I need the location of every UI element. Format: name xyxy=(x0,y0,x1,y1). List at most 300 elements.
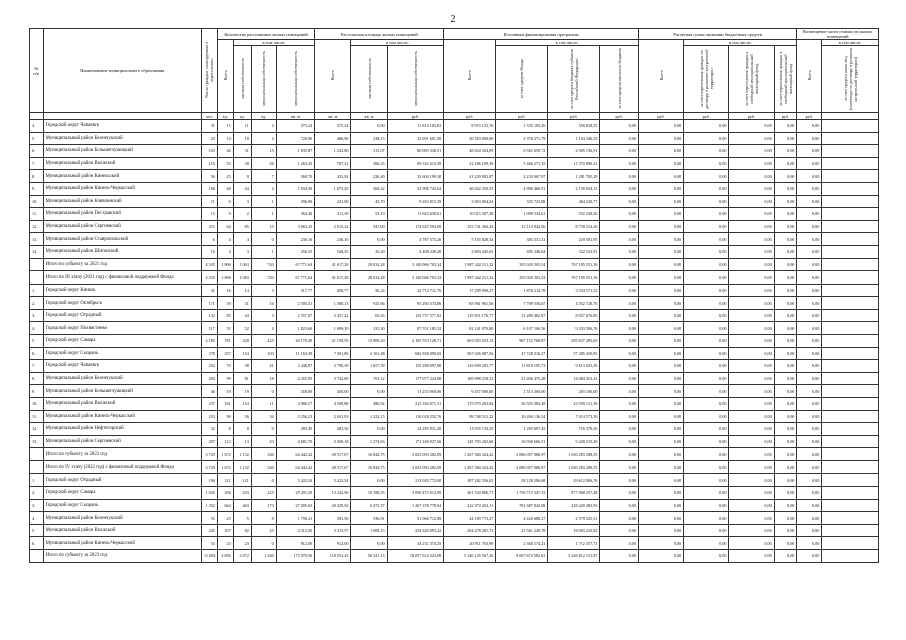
table-row xyxy=(30,448,879,461)
row-value: 3 023 093 282,09 xyxy=(387,460,444,474)
row-value: 0,00 xyxy=(600,297,638,310)
row-value: 16 038 606,51 xyxy=(496,435,548,448)
row-value: 0,00 xyxy=(774,410,797,423)
row-name: Муниципальный район Клявлинский xyxy=(43,195,201,208)
row-value: 3 050 472 012,00 xyxy=(387,487,444,500)
row-value: 2 086 057 086,97 xyxy=(496,448,548,461)
row-value: 0,00 xyxy=(600,474,638,487)
row-value: 213 184 071,31 xyxy=(387,397,444,410)
header-calc-group: Расчетная сумма экономии бюджетных средств xyxy=(638,29,796,40)
row-value: 458,77 xyxy=(315,284,351,297)
row-value: 0,00 xyxy=(684,120,729,133)
row-value: 6 473,57 xyxy=(351,499,387,512)
unit-cell: кв. м xyxy=(276,113,315,120)
units-row xyxy=(30,113,879,120)
row-value: 540 xyxy=(251,460,276,474)
row-value: 0,00 xyxy=(638,258,683,271)
row-value: 2 378 271,79 xyxy=(496,132,548,145)
row-value: 0,00 xyxy=(774,372,797,385)
row-value: 0,00 xyxy=(600,322,638,335)
row-value: 0,00 xyxy=(684,233,729,246)
row-value: 55 xyxy=(217,322,233,335)
unit-cell: ед. xyxy=(233,113,251,120)
row-value: 0,00 xyxy=(638,271,683,285)
row-value: 171 xyxy=(202,297,218,310)
row-value: 682 858 090,65 xyxy=(387,347,444,360)
row-value: 0,00 xyxy=(638,170,683,183)
row-value: 0,00 xyxy=(351,385,387,398)
row-number: 4. xyxy=(30,512,44,525)
row-value: 3 729 xyxy=(202,448,218,461)
row-value: 0,00 xyxy=(600,195,638,208)
row-value: 369,22 xyxy=(351,182,387,195)
row-number: 7. xyxy=(30,157,44,170)
row-value: 0,00 xyxy=(797,335,822,348)
row-value: 0,00 xyxy=(729,474,774,487)
row-value: 1 352 xyxy=(202,499,218,512)
row-value: 0 xyxy=(251,474,276,487)
row-value: 0,00 xyxy=(729,182,774,195)
row-value: 45,70 xyxy=(351,195,387,208)
row-value: 0,00 xyxy=(729,233,774,246)
row-value: 4 830 xyxy=(217,550,233,563)
row-number: 7. xyxy=(30,360,44,373)
row-value: 2 557,07 xyxy=(276,309,315,322)
row-value: 15 xyxy=(202,208,218,221)
row-value-empty xyxy=(822,423,879,436)
row-value: 1 340 xyxy=(251,550,276,563)
row-value: 767 105 551,16 xyxy=(548,271,600,285)
row-value: 21 561 249,78 xyxy=(496,524,548,537)
row-value: 0,00 xyxy=(600,309,638,322)
row-value: 0,00 xyxy=(638,397,683,410)
row-value: 0,00 xyxy=(600,157,638,170)
row-value: 464 220,77 xyxy=(548,195,600,208)
row-value: 0,00 xyxy=(797,297,822,310)
row-value: 0 xyxy=(251,537,276,550)
row-value: 0,00 xyxy=(729,132,774,145)
table-row xyxy=(30,423,879,436)
row-value: 32 691 601,50 xyxy=(387,132,444,145)
row-name: Муниципальный район Большеглушицкий xyxy=(43,385,201,398)
row-value: 173 xyxy=(251,499,276,512)
row-value: 0,00 xyxy=(797,385,822,398)
row-name: Муниципальный район Кинельский xyxy=(43,170,201,183)
row-value: 0,00 xyxy=(684,297,729,310)
row-value: 0,00 xyxy=(638,537,683,550)
row-value: 168,35 xyxy=(315,245,351,258)
row-value: 0,00 xyxy=(774,322,797,335)
row-value: 44 xyxy=(233,182,251,195)
row-value: 175 079 292,84 xyxy=(444,397,496,410)
row-value: 175 079,56 xyxy=(276,550,315,563)
row-name: Городской округ Сызрань xyxy=(43,347,201,360)
row-value: 48 xyxy=(217,182,233,195)
row-value: 0,00 xyxy=(729,499,774,512)
row-value: 211 xyxy=(202,220,218,233)
header-fin-total: Всего xyxy=(444,40,496,113)
row-value: 169 098 218,52 xyxy=(444,372,496,385)
row-value: 0,00 xyxy=(638,182,683,195)
row-value: 67 771,64 xyxy=(276,271,315,285)
row-value: 103 xyxy=(251,347,276,360)
row-value: 4 xyxy=(217,245,233,258)
row-value: 0,00 xyxy=(638,460,683,474)
row-value: 11 163,39 xyxy=(276,347,315,360)
row-value: 0,00 xyxy=(729,385,774,398)
row-number: 5. xyxy=(30,524,44,537)
row-value: 0,00 xyxy=(600,120,638,133)
row-value: 0,00 xyxy=(684,474,729,487)
row-value: 0,00 xyxy=(638,245,683,258)
row-value: 135,30 xyxy=(351,322,387,335)
row-value: 0,00 xyxy=(600,423,638,436)
row-value: 1 132 xyxy=(233,448,251,461)
row-value: 15 xyxy=(251,145,276,158)
row-value: 55 xyxy=(217,157,233,170)
row-number xyxy=(30,460,44,474)
row-value: 0,00 xyxy=(638,423,683,436)
row-value: 0,00 xyxy=(729,550,774,563)
row-value: 11 289 482,97 xyxy=(496,309,548,322)
row-value: 0,00 xyxy=(729,397,774,410)
row-value: 0,00 xyxy=(600,335,638,348)
row-number: 11. xyxy=(30,410,44,423)
row-name: Итого по субъекту за 2021 год xyxy=(43,258,201,271)
row-value: 0,00 xyxy=(684,335,729,348)
row-value: 132 xyxy=(202,309,218,322)
row-value: 233 xyxy=(202,410,218,423)
row-value: 9 263 815,39 xyxy=(387,195,444,208)
row-value: 28 128 396,68 xyxy=(496,474,548,487)
row-value: 0,00 xyxy=(638,145,683,158)
row-value: 1 026 xyxy=(202,487,218,500)
row-value: 0,00 xyxy=(729,410,774,423)
row-value-empty xyxy=(822,157,879,170)
row-number: 2. xyxy=(30,297,44,310)
row-value: 0,00 xyxy=(684,499,729,512)
row-value: 10 398,35 xyxy=(351,487,387,500)
row-value: 103 xyxy=(202,145,218,158)
row-number: 3. xyxy=(30,499,44,512)
table-row xyxy=(30,372,879,385)
row-value: 1 267 378 778,94 xyxy=(387,499,444,512)
row-number: 8. xyxy=(30,372,44,385)
row-number: 6. xyxy=(30,347,44,360)
row-value: 328 xyxy=(233,335,251,348)
row-value-empty xyxy=(822,512,879,525)
row-value: 0,00 xyxy=(797,435,822,448)
row-value: 0,00 xyxy=(729,195,774,208)
table-row xyxy=(30,524,879,537)
row-value: 4 xyxy=(251,322,276,335)
row-value: 558 818,25 xyxy=(548,120,600,133)
row-value: 9 xyxy=(233,170,251,183)
row-value: 0,00 xyxy=(729,487,774,500)
row-name: Итого по субъекту за 2022 год xyxy=(43,448,201,461)
row-value: 0,00 xyxy=(797,258,822,271)
row-value: 2 041,93 xyxy=(315,410,351,423)
row-value: 135 757 577,02 xyxy=(387,309,444,322)
row-value: 41 617,28 xyxy=(315,271,351,285)
header-name: Наименование муниципального образования xyxy=(43,29,201,113)
row-value: 0,00 xyxy=(684,448,729,461)
table-row xyxy=(30,460,879,474)
row-value: 0,00 xyxy=(600,258,638,271)
row-value: 295 637 285,65 xyxy=(548,335,600,348)
row-value: 781 687 842,08 xyxy=(496,499,548,512)
row-name: Городской округ Самара xyxy=(43,487,201,500)
table-row xyxy=(30,435,879,448)
row-number: 13. xyxy=(30,233,44,246)
row-value: 174 625 594,00 xyxy=(387,220,444,233)
unit-cell: руб. xyxy=(387,113,444,120)
row-value: 0,00 xyxy=(774,512,797,525)
row-value: 0,00 xyxy=(797,233,822,246)
row-value: 31 xyxy=(233,145,251,158)
row-value: 283,30 xyxy=(276,423,315,436)
row-value: 0,00 xyxy=(684,397,729,410)
row-value: 116 028 252,76 xyxy=(387,410,444,423)
row-value: 1 672 xyxy=(217,460,233,474)
row-value: 9 xyxy=(217,208,233,221)
row-value: 9 233 596,76 xyxy=(548,322,600,335)
row-value: 0 xyxy=(251,385,276,398)
row-value: 0,00 xyxy=(774,435,797,448)
row-value: 0 xyxy=(251,423,276,436)
row-value: 4 xyxy=(251,132,276,145)
table-row xyxy=(30,550,879,563)
row-value: 0,00 xyxy=(351,233,387,246)
header-calc-b: за счет переселения граждан в свободный муниципальный жилищный фонд xyxy=(729,46,774,113)
row-value: 0,00 xyxy=(638,284,683,297)
row-value: 11 814 183,83 xyxy=(387,120,444,133)
row-value: 1 008,13 xyxy=(351,524,387,537)
unit-cell: руб. xyxy=(496,113,548,120)
row-value: 0,00 xyxy=(774,423,797,436)
row-value: 0,00 xyxy=(638,195,683,208)
row-value: 47 728 316,27 xyxy=(496,347,548,360)
header-count-group: Количество расселяемых жилых помещений xyxy=(217,29,314,40)
row-value: 145 703 265,68 xyxy=(444,435,496,448)
page-number: 2 xyxy=(450,14,456,25)
row-value: 28 034,28 xyxy=(351,271,387,285)
row-value: 0,00 xyxy=(600,233,638,246)
row-value: 90 xyxy=(217,410,233,423)
row-value: 0,00 xyxy=(797,397,822,410)
row-value: 0,00 xyxy=(351,120,387,133)
header-count-extra: муниципальная собственность xyxy=(276,46,315,113)
unit-cell: руб. xyxy=(444,113,496,120)
row-value: 23 950 131,39 xyxy=(548,397,600,410)
row-value: 35,20 xyxy=(351,245,387,258)
row-value: 1 243,80 xyxy=(315,145,351,158)
row-value: 46 xyxy=(217,145,233,158)
row-value: 1 835,87 xyxy=(276,145,315,158)
row-value: 9 457 000,00 xyxy=(444,385,496,398)
row-name: Муниципальный район Шигонский xyxy=(43,245,201,258)
row-value: 0,00 xyxy=(638,512,683,525)
header-calc-a: за счет переселения граждан по договору о развитии застроенной территории xyxy=(684,46,729,113)
row-number xyxy=(30,448,44,461)
row-value: 0,00 xyxy=(600,550,638,563)
header-area-private: частная собственность xyxy=(351,46,387,113)
table-row xyxy=(30,258,879,271)
table-row xyxy=(30,335,879,348)
row-value: 99 xyxy=(217,372,233,385)
row-value: 64 442,42 xyxy=(276,448,315,461)
row-value: 0,00 xyxy=(797,195,822,208)
header-refund-total: Всего xyxy=(797,40,822,113)
row-value: 0,00 xyxy=(638,347,683,360)
row-value: 0,00 xyxy=(684,347,729,360)
row-value: 13 055 133,29 xyxy=(444,423,496,436)
row-number: 6. xyxy=(30,537,44,550)
header-count-incl: в том числе: xyxy=(233,40,315,46)
row-value: 0,00 xyxy=(797,182,822,195)
header-fin-group: Источники финансирования программы xyxy=(444,29,639,40)
row-value: 0,00 xyxy=(797,145,822,158)
row-value: 1 030 283 288,55 xyxy=(548,460,600,474)
row-value: 5 422,54 xyxy=(276,474,315,487)
row-value: 1 806 xyxy=(217,258,233,271)
row-value: 29 612 006,76 xyxy=(548,474,600,487)
row-value: 0,00 xyxy=(684,435,729,448)
row-value: 0,00 xyxy=(684,182,729,195)
row-value: 0,00 xyxy=(638,335,683,348)
row-value: 1 790,41 xyxy=(276,512,315,525)
row-value: 31 xyxy=(233,297,251,310)
row-value: 4 426 688,27 xyxy=(496,512,548,525)
row-value: 23 xyxy=(251,435,276,448)
unit-cell: руб. xyxy=(774,113,797,120)
row-value: 16 844,75 xyxy=(351,460,387,474)
row-value: 0,00 xyxy=(797,537,822,550)
row-name: Муниципальный район Безенчукский xyxy=(43,132,201,145)
row-value: 53,10 xyxy=(351,208,387,221)
row-value: 0,00 xyxy=(729,258,774,271)
row-value: 781 xyxy=(217,335,233,348)
row-value: 560,70 xyxy=(276,170,315,183)
row-value: 294 xyxy=(202,372,218,385)
row-value: 256 xyxy=(217,487,233,500)
row-value-empty xyxy=(822,435,879,448)
row-value: 0,00 xyxy=(684,145,729,158)
row-value: 1 xyxy=(251,208,276,221)
row-value: 1 580,13 xyxy=(315,297,351,310)
row-value: 0,00 xyxy=(600,208,638,221)
row-value: 34 231 374,35 xyxy=(387,537,444,550)
row-value: 0,00 xyxy=(729,120,774,133)
row-value: 0,00 xyxy=(774,284,797,297)
row-name: Муниципальный район Безенчукский xyxy=(43,512,201,525)
row-value: 1 xyxy=(251,245,276,258)
row-value: 364,40 xyxy=(276,208,315,221)
row-value: 0,00 xyxy=(729,322,774,335)
row-number xyxy=(30,258,44,271)
row-value: 98 748 512,22 xyxy=(444,410,496,423)
row-value: 241,00 xyxy=(315,195,351,208)
row-value: 0,00 xyxy=(638,385,683,398)
row-value: 0,00 xyxy=(638,499,683,512)
row-name: Муниципальный район Большеглушицкий xyxy=(43,145,201,158)
row-value: 0,00 xyxy=(774,195,797,208)
row-value: 335 723,88 xyxy=(496,195,548,208)
row-value-empty xyxy=(822,145,879,158)
row-value: 0,00 xyxy=(774,550,797,563)
row-value: 19 xyxy=(217,385,233,398)
row-value: 0,00 xyxy=(774,360,797,373)
row-value: 0,00 xyxy=(774,309,797,322)
row-value: 56 541,13 xyxy=(351,550,387,563)
row-value: 0,00 xyxy=(774,170,797,183)
row-value: 31 xyxy=(202,120,218,133)
row-value-empty xyxy=(822,297,879,310)
row-value: 0,00 xyxy=(774,157,797,170)
row-value: 44 xyxy=(233,309,251,322)
row-value: 0,00 xyxy=(684,132,729,145)
row-number xyxy=(30,550,44,563)
row-value: 366,25 xyxy=(351,157,387,170)
row-value: 0,00 xyxy=(684,195,729,208)
row-value: 1 063 xyxy=(233,271,251,285)
table-row xyxy=(30,360,879,373)
row-value: 0,00 xyxy=(729,335,774,348)
row-name: Итого по субъекту за 2023 год xyxy=(43,550,201,563)
row-value: 3 448,87 xyxy=(276,360,315,373)
row-value: 27 005,63 xyxy=(276,499,315,512)
row-value: 0,00 xyxy=(774,448,797,461)
row-value-empty xyxy=(822,182,879,195)
row-value: 4 408 249,20 xyxy=(387,245,444,258)
row-value: 8 xyxy=(217,423,233,436)
row-value: 450,00 xyxy=(276,385,315,398)
row-value: 4 455,95 xyxy=(276,372,315,385)
row-value: 0,00 xyxy=(774,537,797,550)
row-value: 0,00 xyxy=(684,245,729,258)
row-name: Муниципальный район Кинель-Черкасский xyxy=(43,410,201,423)
row-value: 0,00 xyxy=(600,220,638,233)
row-value: 0,00 xyxy=(684,220,729,233)
row-value: 15 xyxy=(251,220,276,233)
row-value-empty xyxy=(822,397,879,410)
row-number: 9. xyxy=(30,182,44,195)
row-value-empty xyxy=(822,347,879,360)
row-value: 0,00 xyxy=(729,284,774,297)
row-value: 3 458,18 xyxy=(315,435,351,448)
row-value: 4 312,50 xyxy=(276,524,315,537)
row-value: 65,45 xyxy=(351,309,387,322)
row-value: 25 291,20 xyxy=(276,487,315,500)
table-row xyxy=(30,537,879,550)
row-value: 23 xyxy=(233,537,251,550)
row-value: 0,00 xyxy=(684,170,729,183)
row-value: 1 699,10 xyxy=(315,322,351,335)
row-value: 0,00 xyxy=(729,372,774,385)
row-value: 18 057 614 523,08 xyxy=(387,550,444,563)
row-value: 2 615,22 xyxy=(315,220,351,233)
row-value: 11 370 096,41 xyxy=(548,157,600,170)
row-number: 5. xyxy=(30,335,44,348)
row-value: 85 961 961,56 xyxy=(444,297,496,310)
row-value: 0,00 xyxy=(774,385,797,398)
row-value: 361 334 866,71 xyxy=(444,487,496,500)
row-value: 15 xyxy=(217,120,233,133)
row-value: 0,00 xyxy=(684,322,729,335)
row-value: 2 505,31 xyxy=(276,297,315,310)
row-value: 0,00 xyxy=(797,487,822,500)
row-value: 26 170,49 xyxy=(276,335,315,348)
